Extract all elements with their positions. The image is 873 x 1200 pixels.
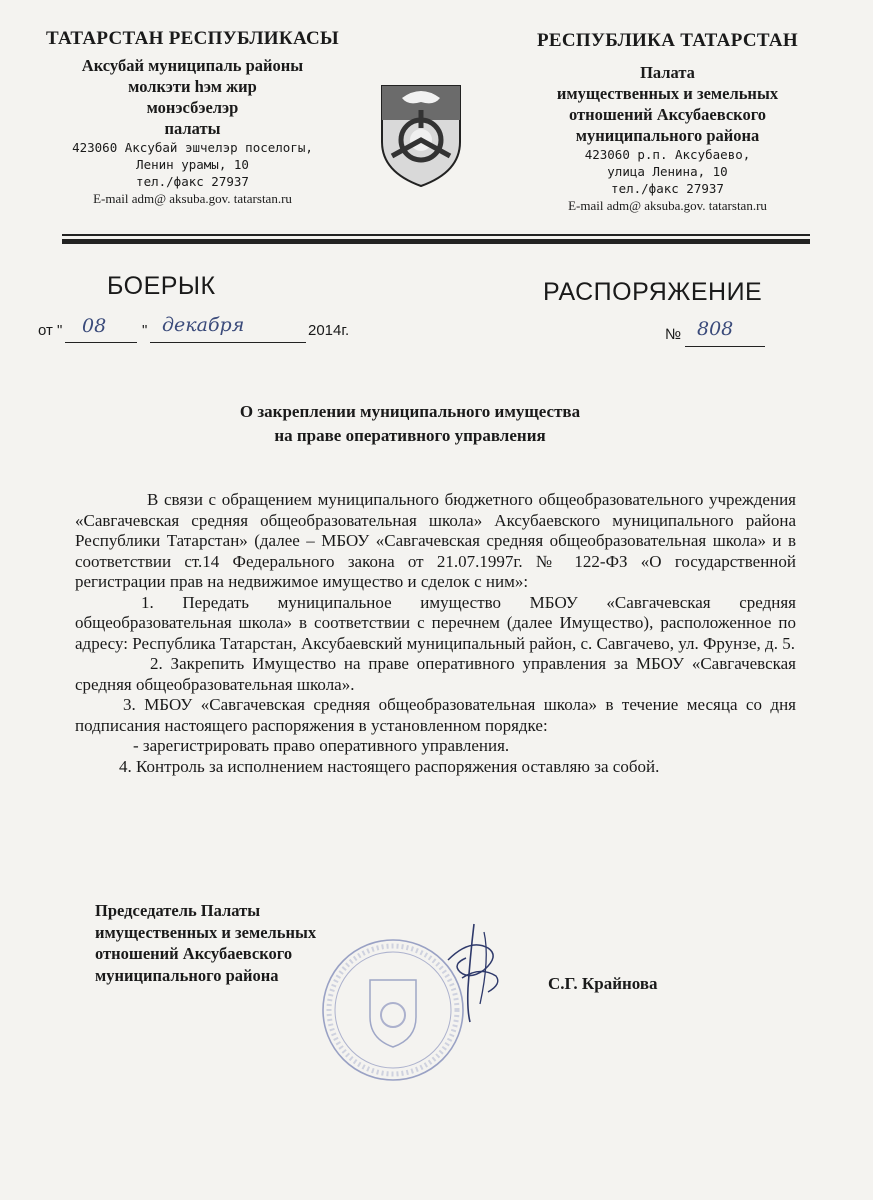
address-line: Ленин урамы, 10 bbox=[136, 157, 249, 172]
header-right-email: E-mail adm@ aksuba.gov. tatarstan.ru bbox=[568, 198, 767, 213]
signatory-name: С.Г. Крайнова bbox=[548, 974, 658, 993]
header-left bbox=[20, 28, 365, 207]
handwritten-signature bbox=[440, 918, 510, 1028]
address-line: тел./факс 27937 bbox=[136, 174, 249, 189]
title-line: О закреплении муниципального имущества bbox=[239, 402, 581, 421]
number-underline bbox=[685, 346, 765, 347]
date-month: декабря bbox=[162, 314, 245, 336]
number-value: 808 bbox=[697, 318, 734, 340]
org-line: муниципального района bbox=[575, 126, 760, 145]
month-underline bbox=[150, 342, 306, 343]
day-underline bbox=[65, 342, 137, 343]
header-right bbox=[480, 30, 855, 214]
header-rule-top bbox=[62, 234, 810, 236]
org-line: палаты bbox=[164, 119, 221, 138]
paragraph-item-2: 2. Закрепить Имущество на праве оперативного управления за МБОУ «Савгачевская средняя общеобразовательная школа». bbox=[75, 654, 796, 694]
number-label: № bbox=[665, 326, 682, 343]
header-left-org bbox=[20, 55, 365, 139]
title-line: на праве оперативного управления bbox=[274, 426, 546, 445]
org-line: отношений Аксубаевского bbox=[568, 105, 767, 124]
signatory-title-line: Председатель Палаты bbox=[95, 901, 261, 920]
date-prefix: от " bbox=[38, 322, 63, 339]
document-body bbox=[75, 490, 796, 777]
org-line: молкэти hэм жир bbox=[128, 77, 257, 96]
document-title bbox=[110, 400, 710, 448]
header-left-email: E-mail adm@ aksuba.gov. tatarstan.ru bbox=[93, 191, 292, 206]
address-line: улица Ленина, 10 bbox=[607, 164, 728, 179]
header-left-state: ТАТАРСТАН РЕСПУБЛИКАСЫ bbox=[45, 28, 340, 49]
signatory-title-line: отношений Аксубаевского bbox=[95, 944, 293, 963]
header-left-address bbox=[20, 139, 365, 190]
paragraph-item-3: 3. МБОУ «Савгачевская средняя общеобразовательная школа» в течение месяца со дня подписания настоящего распоряжения в установленном порядке: bbox=[75, 695, 796, 735]
signatory-title-line: муниципального района bbox=[95, 965, 279, 985]
date-day: 08 bbox=[82, 315, 107, 337]
org-line: монэсбэелэр bbox=[146, 98, 239, 117]
paragraph-item-4: 4. Контроль за исполнением настоящего распоряжения оставляю за собой. bbox=[119, 756, 660, 776]
header-right-org bbox=[480, 62, 855, 146]
header-right-state: РЕСПУБЛИКА ТАТАРСТАН bbox=[536, 30, 798, 51]
coat-of-arms-emblem bbox=[376, 80, 466, 190]
address-line: 423060 Аксубай эшчелэр поселогы, bbox=[72, 140, 313, 155]
address-line: 423060 р.п. Аксубаево, bbox=[584, 147, 751, 162]
org-line: Аксубай муниципаль районы bbox=[81, 56, 304, 75]
paragraph-subitem: - зарегистрировать право оперативного управления. bbox=[133, 736, 510, 755]
doc-type-russian: РАСПОРЯЖЕНИЕ bbox=[543, 278, 763, 306]
signatory-title-line: имущественных и земельных bbox=[95, 922, 317, 942]
org-line: Палата bbox=[640, 63, 695, 82]
paragraph-item-1: 1. Передать муниципальное имущество МБОУ «Савгачевская средняя общеобразовательная школа» в соответствии с перечнем (далее Имущество), расположенное по адресу: Республика Татарстан, Аксубаевский муниципальный район, с. Савгачево, ул. Фрунзе, д. 5. bbox=[75, 592, 796, 653]
date-line bbox=[38, 314, 368, 350]
date-year: 2014г. bbox=[308, 322, 350, 339]
address-line: тел./факс 27937 bbox=[611, 181, 724, 196]
doc-type-tatar: БОЕРЫК bbox=[107, 272, 216, 300]
date-quote: " bbox=[142, 322, 148, 339]
header-right-address bbox=[480, 146, 855, 197]
org-line: имущественных и земельных bbox=[556, 84, 779, 103]
paragraph-preamble: В связи с обращением муниципального бюджетного общеобразовательного учреждения «Савгачевская средняя общеобразовательная школа» Аксубаевского муниципального района Республики Татарстан» (далее – МБОУ «Савгачевская средняя общеобразовательная школа» и в соответствии ст.14 Федерального закона от 21.07.1997г. № 122-ФЗ «О государственной регистрации прав на недвижимое имущество и сделок с ним»: bbox=[75, 490, 796, 591]
header-rule-bottom bbox=[62, 239, 810, 244]
number-line bbox=[665, 318, 775, 354]
